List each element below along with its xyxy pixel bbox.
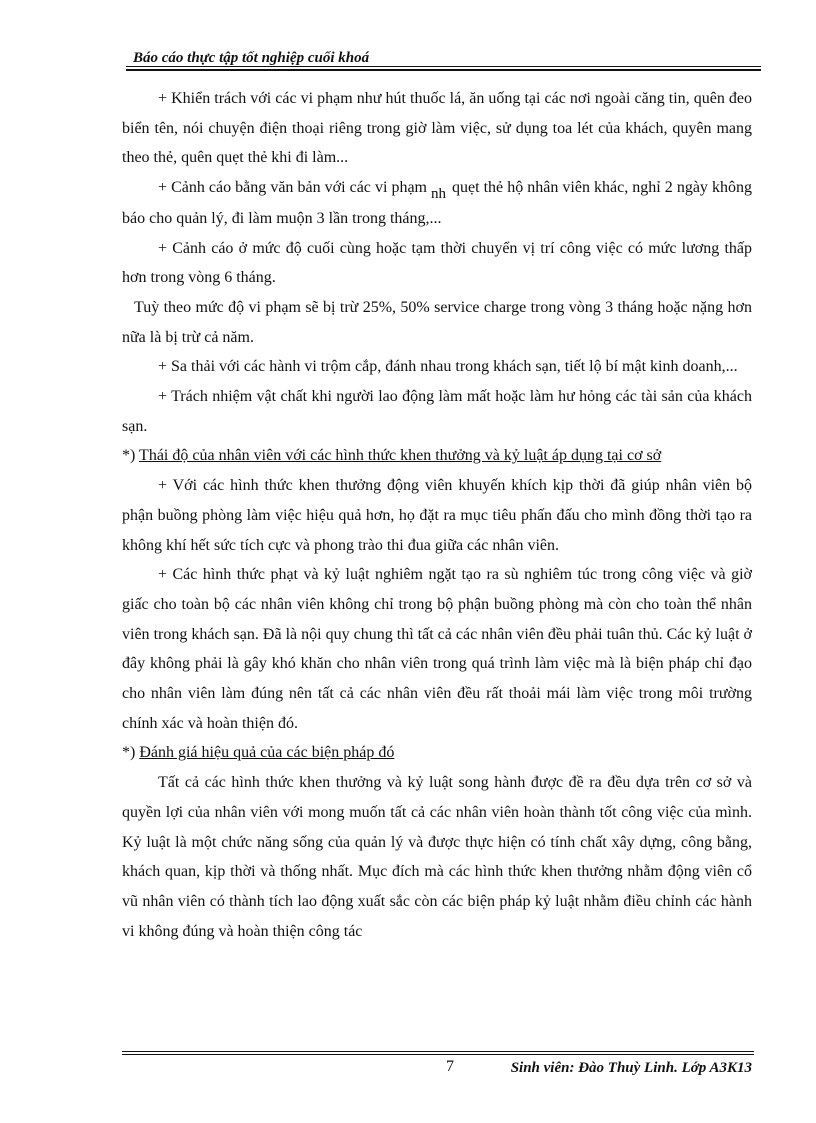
paragraph-reprimand: + Khiển trách với các vi phạm như hút thuốc lá, ăn uống tại các nơi ngoài căng tin, quên đeo biển tên, nói chuyện điện thoại riêng trong giờ làm việc, sử dụng toa lét của khách, quyên mang theo thẻ, quên quẹt thẻ khi đi làm... xyxy=(122,90,752,167)
paragraph-evaluation: Tất cả các hình thức khen thưởng và kỷ luật song hành được đề ra đều dựa trên cơ sở và quyền lợi của nhân viên với mong muốn tất cả các nhân viên hoàn thành tốt công việc của mình. Kỷ luật là một chức năng sống của quản lý và được thực hiện có tính chất xây dựng, công bằng, khách quan, kịp thời và thống nhất. Mục đích mà các hình thức khen thưởng nhằm động viên cổ vũ nhân viên có thành tích lao động xuất sắc còn các biện pháp kỷ luật nhằm điều chỉnh các hành vi không đúng và hoàn thiện công tác xyxy=(122,774,752,940)
paragraph-liability: + Trách nhiệm vật chất khi người lao động làm mất hoặc làm hư hỏng các tài sản của khách sạn. xyxy=(122,388,752,435)
paragraph-discipline-effect: + Các hình thức phạt và kỷ luật nghiêm ngặt tạo ra sù nghiêm túc trong công việc và giờ giấc cho toàn bộ các nhân viên không chỉ trong bộ phận buồng phòng mà còn cho toàn thể nhân viên trong khách sạn. Đã là nội quy chung thì tất cả các nhân viên đều phải tuân thủ. Các kỷ luật ở đây không phải là gây khó khăn cho nhân viên trong quá trình làm việc mà là biện pháp chỉ đạo cho nhân viên làm đúng nên tất cả các nhân viên đều rất thoải mái làm việc trong môi trường chính xác và hoàn thiện đó. xyxy=(122,566,752,732)
subscript-fragment: nh xyxy=(431,186,446,203)
paragraph-text: + Cảnh cáo bằng văn bản với các vi phạm xyxy=(158,179,427,197)
header-rule-thick xyxy=(126,69,761,71)
paragraph-dismissal: + Sa thải với các hành vi trộm cắp, đánh nhau trong khách sạn, tiết lộ bí mật kinh doanh,... xyxy=(158,358,738,376)
footer-rule-second xyxy=(122,1054,754,1055)
paragraph-final-warning: + Cảnh cáo ở mức độ cuối cùng hoặc tạm thời chuyển vị trí công việc có mức lương thấp hơn trong vòng 6 tháng. xyxy=(122,239,752,287)
document-body xyxy=(122,84,752,946)
section-heading-attitude xyxy=(122,441,752,471)
heading-text: Thái độ của nhân viên với các hình thức khen thưởng và kỷ luật áp dụng tại cơ sở xyxy=(139,447,662,465)
running-header: Báo cáo thực tập tốt nghiệp cuối khoá xyxy=(133,50,370,66)
paragraph-text: quẹt thẻ hộ nhân viên khác, nghỉ 2 ngày không báo cho quản lý, đi làm muộn 3 lần trong tháng,... xyxy=(122,179,752,227)
paragraph-written-warning xyxy=(122,173,752,233)
heading-text: Đánh giá hiệu quả của các biện pháp đó xyxy=(139,744,395,762)
header-rule xyxy=(126,66,761,67)
paragraph-deduction: Tuỳ theo mức độ vi phạm sẽ bị trừ 25%, 50% service charge trong vòng 3 tháng hoặc nặng hơn nữa là bị trừ cả năm. xyxy=(122,298,752,346)
heading-prefix: *) xyxy=(122,744,140,762)
paragraph-rewards-effect: + Với các hình thức khen thưởng động viên khuyến khích kịp thời đã giúp nhân viên bộ phận buồng phòng làm việc hiệu quả hơn, họ đặt ra mục tiêu phấn đấu cho mình đồng thời tạo ra không khí hết sức tích cực và phong trào thi đua giữa các nhân viên. xyxy=(122,477,752,554)
footer-rule xyxy=(122,1051,754,1052)
heading-prefix: *) xyxy=(122,447,140,465)
footer-author: Sinh viên: Đào Thuỳ Linh. Lớp A3K13 xyxy=(510,1060,752,1076)
section-heading-evaluation xyxy=(122,738,752,768)
page-number: 7 xyxy=(446,1058,454,1075)
